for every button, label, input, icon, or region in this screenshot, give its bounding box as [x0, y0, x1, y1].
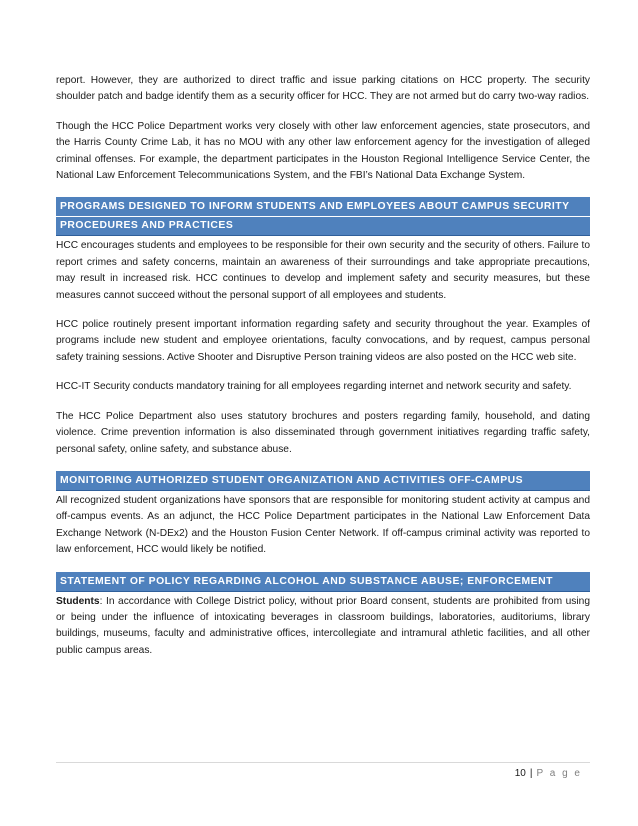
- document-page: [56, 73, 590, 672]
- footer-separator: |: [529, 768, 533, 779]
- programs-paragraph-3: HCC-IT Security conducts mandatory training for all employees regarding internet and network security and safety.: [56, 381, 572, 393]
- section-header-alcohol-policy: [56, 572, 590, 592]
- section-header-alcohol-policy-text: STATEMENT OF POLICY REGARDING ALCOHOL AND SUBSTANCE ABUSE; ENFORCEMENT: [60, 575, 553, 587]
- programs-paragraph-2: HCC police routinely present important information regarding safety and security throughout the year. Examples of programs include new student and employee orientations, faculty convocations, and by request, campus personal safety training sessions. Active Shooter and Disruptive Person training videos are also posted on the HCC web site.: [56, 319, 590, 363]
- programs-paragraph-1: HCC encourages students and employees to be responsible for their own security and the security of others. Failure to report crimes and safety concerns, maintain an awareness of their surroundings and take appropriate precautions, may result in increased risk. HCC continues to develop and implement safety and security measures, but these measures cannot succeed without the personal support of all employees and students.: [56, 240, 590, 301]
- page-footer: [515, 768, 582, 779]
- intro-paragraph-2: Though the HCC Police Department works very closely with other law enforcement agencies, state prosecutors, and the Harris County Crime Lab, it has no MOU with any other law enforcement agency for the investigation of alleged criminal offenses. For example, the department participates in the Houston Regional Intelligence Service Center, the National Law Enforcement Telecommunications System, and the FBI’s National Data Exchange System.: [56, 120, 590, 182]
- page-number: 10: [514, 768, 526, 779]
- intro-paragraph-1: report. However, they are authorized to direct traffic and issue parking citations on HCC property. The security shoulder patch and badge identify them as a security officer for HCC. They are not armed but do carry two-way radios.: [56, 75, 590, 103]
- page-label: P a g e: [536, 768, 582, 779]
- monitoring-paragraph: All recognized student organizations have sponsors that are responsible for monitoring student activity at campus and off-campus events. As an adjunct, the HCC Police Department participates in the National Law Enforcement Data Exchange Network (N-DEx2) and the Houston Fusion Center Network. If off-campus criminal activity was reported to law enforcement, HCC would likely be notified.: [56, 494, 590, 556]
- section-header-monitoring-text: MONITORING AUTHORIZED STUDENT ORGANIZATION AND ACTIVITIES OFF-CAMPUS: [60, 474, 524, 486]
- section-header-programs-line1: PROGRAMS DESIGNED TO INFORM STUDENTS AND EMPLOYEES ABOUT CAMPUS SECURITY: [60, 201, 570, 213]
- alcohol-policy-text: : In accordance with College District policy, without prior Board consent, students are prohibited from using or being under the influence of intoxicating beverages in classroom buildings, laboratories, auditoriums, library buildings, museums, faculty and administrative offices, intercollegiate and intramural athletic facilities, and all other public campus areas.: [56, 595, 590, 656]
- footer-divider: [56, 762, 590, 763]
- section-header-programs-line2: PROCEDURES AND PRACTICES: [56, 216, 590, 235]
- programs-paragraph-4: The HCC Police Department also uses statutory brochures and posters regarding family, household, and dating violence. Crime prevention information is also disseminated through government initiatives regarding traffic safety, personal safety, online safety, and substance abuse.: [56, 410, 590, 455]
- section-header-programs: [56, 197, 590, 236]
- alcohol-policy-paragraph: [56, 594, 590, 660]
- section-header-monitoring: [56, 471, 590, 491]
- students-lead-label: Students: [56, 595, 100, 607]
